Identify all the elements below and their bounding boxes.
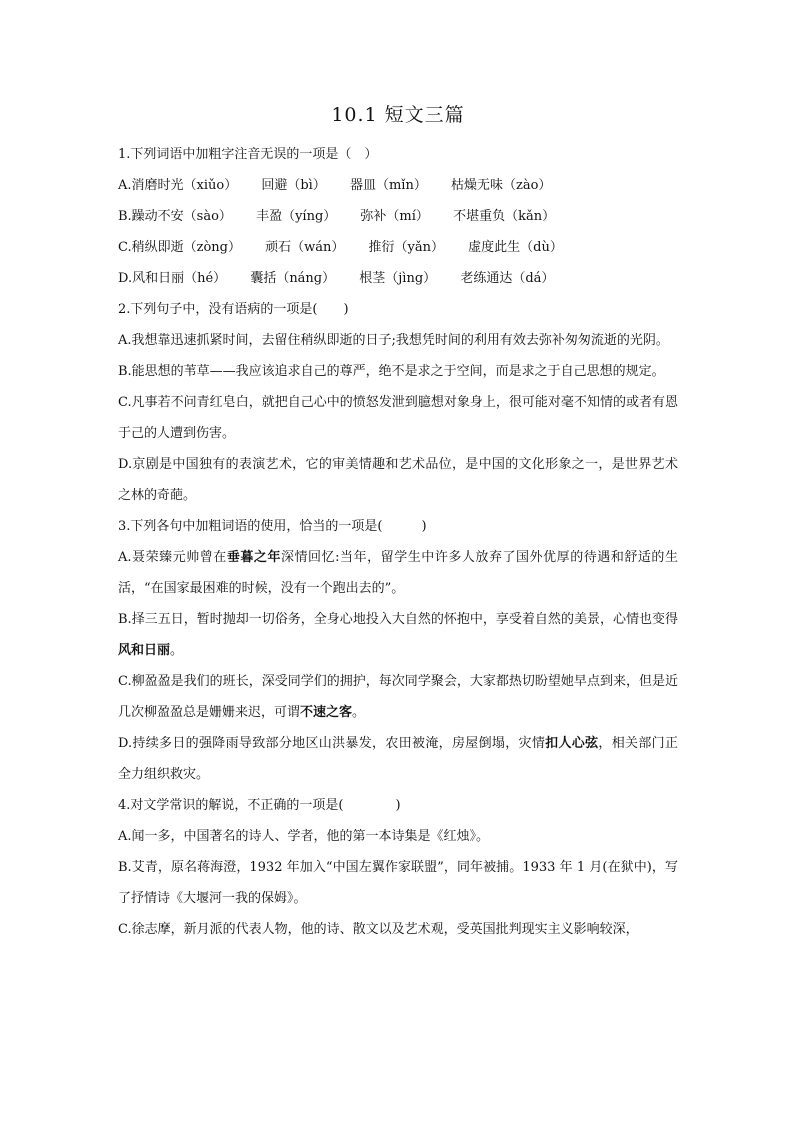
- q1-a-word-1: A.消磨时光（xiǔo）: [118, 178, 238, 193]
- q1-d-word-4: 老练通达（dá）: [460, 271, 555, 286]
- q3-option-c: [118, 666, 678, 728]
- q1-a-word-4: 枯燥无味（zào）: [450, 178, 552, 193]
- q4-option-b: B.艾青，原名蒋海澄，1932 年加入“中国左翼作家联盟”，同年被捕。1933 年 1 月(在狱中)，写了抒情诗《大堰河一我的保姆》。: [118, 860, 678, 906]
- q3-d-pre: D.持续多日的强降雨导致部分地区山洪暴发，农田被淹，房屋倒塌，灾情: [118, 736, 546, 751]
- q3-c-bold-term: 不速之客: [300, 705, 353, 720]
- q1-b-word-4: 不堪重负（kǎn）: [453, 209, 556, 224]
- q3-c-pre: C.柳盈盈是我们的班长，深受同学们的拥护，每次同学聚会，大家都热切盼望她早点到来，但是近几次柳盈盈总是姗姗来迟，可谓: [118, 674, 678, 720]
- q2-option-c: C.凡事若不问青红皂白，就把自己心中的愤怒发泄到臆想对象身上，很可能对毫不知情的或者有恩于己的人遭到伤害。: [118, 395, 678, 441]
- q3-d-post: ，相关部门正全力组织救灾。: [118, 736, 678, 782]
- q3-d-bold-term: 扣人心弦: [545, 736, 599, 751]
- q3-a-pre: A.聂荣臻元帅曾在: [118, 550, 227, 565]
- q4-option-c: C.徐志摩，新月派的代表人物，他的诗、散文以及艺术观，受英国批判现实主义影响较深，: [118, 922, 639, 937]
- q1-c-word-4: 虚度此生（dù）: [468, 240, 563, 255]
- q1-option-d: [118, 263, 678, 294]
- q1-b-word-1: B.躁动不安（sào）: [118, 209, 232, 224]
- q3-b-post: 。: [170, 643, 184, 658]
- q3-b-bold-term: 风和日丽: [118, 643, 171, 658]
- q1-a-word-3: 器皿（mǐn）: [349, 178, 427, 193]
- q1-c-word-1: C.稍纵即逝（zòng）: [118, 240, 241, 255]
- q3-a-bold-term: 垂暮之年: [226, 550, 281, 565]
- page-title: 10.1 短文三篇: [331, 104, 465, 126]
- q1-stem: 1.下列词语中加粗字注音无误的一项是（ ）: [118, 147, 378, 162]
- q1-b-word-2: 丰盈（yíng）: [256, 209, 337, 224]
- q1-d-word-2: 囊括（nánɡ）: [250, 271, 336, 286]
- q1-d-word-3: 根茎（jìng）: [359, 271, 437, 286]
- q2-option-b: B.能思想的苇草——我应该追求自己的尊严，绝不是求之于空间，而是求之于自己思想的规定。: [118, 364, 665, 379]
- q1-c-word-2: 顽石（wán）: [265, 240, 345, 255]
- q1-b-word-3: 弥补（mí）: [360, 209, 429, 224]
- q4-option-a: A.闻一多，中国著名的诗人、学者，他的第一本诗集是《红烛》。: [118, 829, 490, 844]
- q2-stem: 2.下列句子中，没有语病的一项是( ): [118, 302, 349, 317]
- q3-option-a: [118, 542, 678, 604]
- q4-stem: 4.对文学常识的解说，不正确的一项是( ): [118, 798, 401, 813]
- q1-option-a: [118, 170, 678, 201]
- q1-a-word-2: 回避（bì）: [261, 178, 326, 193]
- q2-option-a: A.我想靠迅速抓紧时间，去留住稍纵即逝的日子;我想凭时间的利用有效去弥补匆匆流逝的光阴。: [118, 333, 669, 348]
- q1-option-c: [118, 232, 678, 263]
- q3-stem: 3.下列各句中加粗词语的使用，恰当的一项是( ): [118, 519, 427, 534]
- q2-option-d: D.京剧是中国独有的表演艺术，它的审美情趣和艺术品位，是中国的文化形象之一，是世界艺术之林的奇葩。: [118, 457, 678, 503]
- q3-b-pre: B.择三五日，暂时抛却一切俗务，全身心地投入大自然的怀抱中，享受着自然的美景，心情也变得: [118, 612, 678, 627]
- q1-c-word-3: 推衍（yǎn）: [368, 240, 445, 255]
- q3-option-b: [118, 604, 678, 666]
- q3-a-post: 深情回忆:当年，留学生中许多人放弃了国外优厚的待遇和舒适的生活，“在国家最困难的时候，没有一个跑出去的”。: [118, 550, 678, 596]
- q3-option-d: [118, 728, 678, 790]
- q1-d-word-1: D.风和日丽（hé）: [118, 271, 227, 286]
- q1-option-b: [118, 201, 678, 232]
- q3-c-post: 。: [352, 705, 366, 720]
- document-page: [118, 100, 678, 945]
